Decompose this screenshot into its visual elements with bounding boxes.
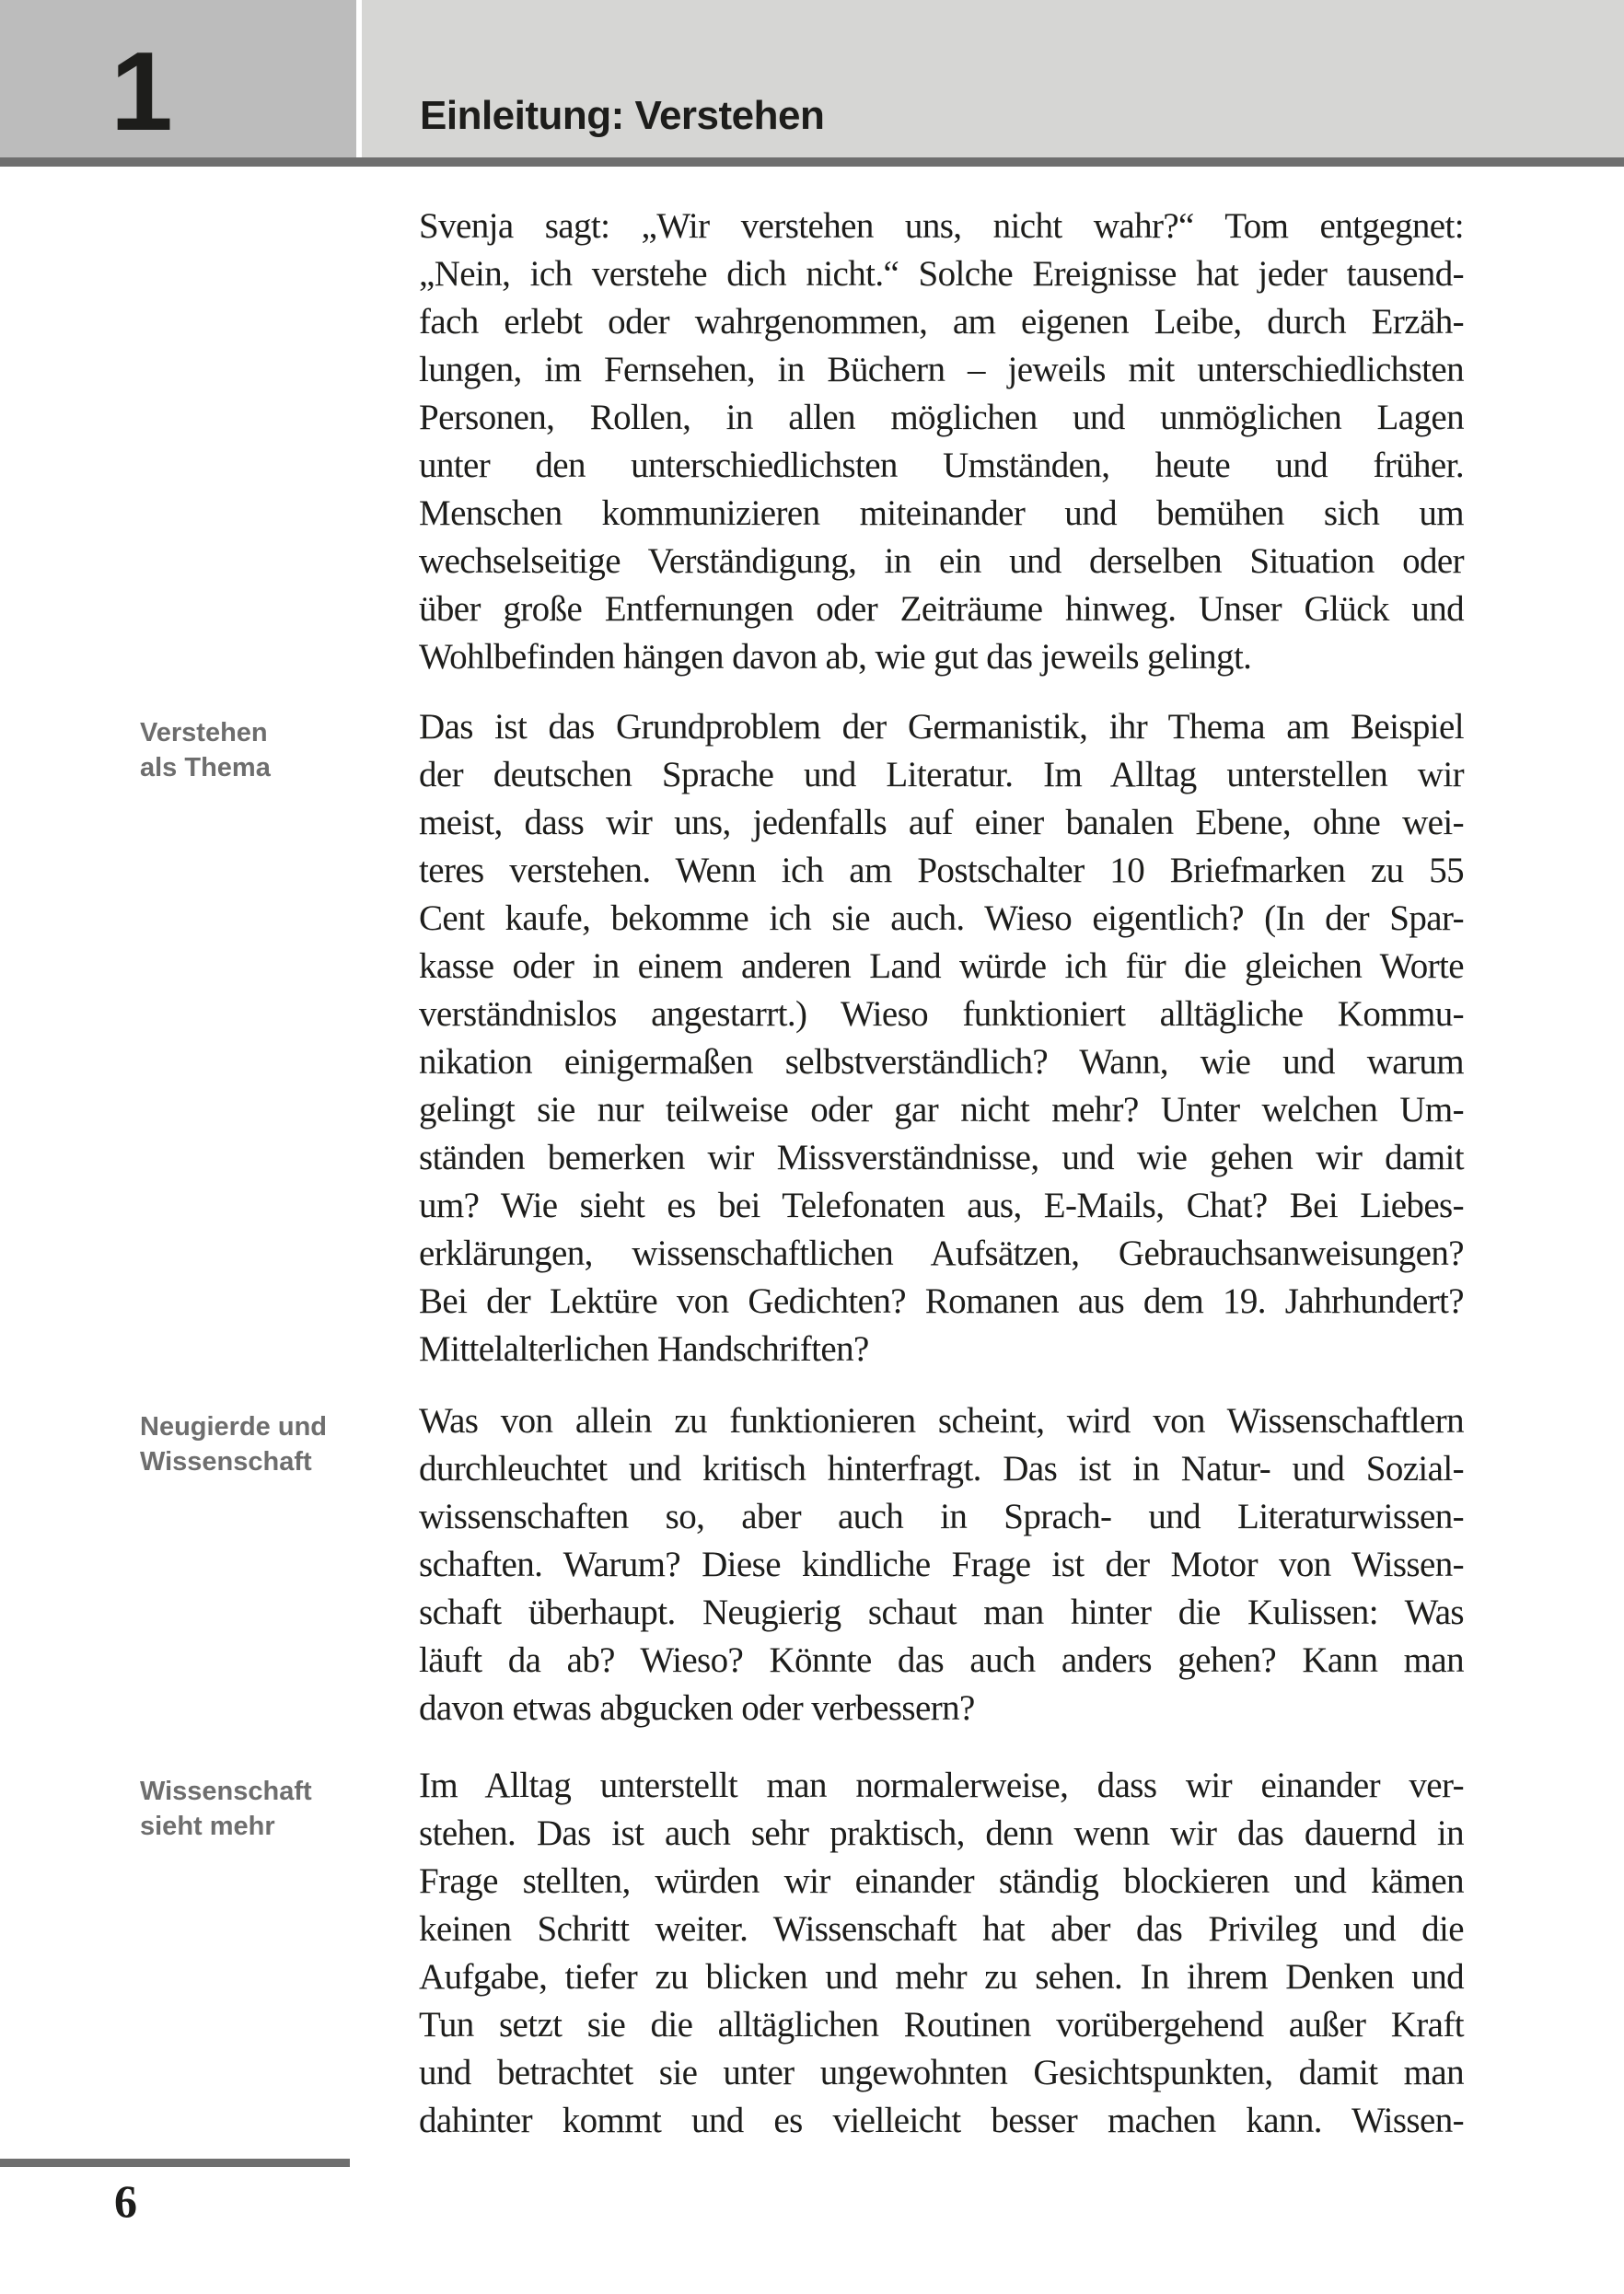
margin-note-line: sieht mehr: [140, 1812, 275, 1841]
body-line: über große Entfernungen oder Zeiträume hinweg. Unser Glück und: [419, 589, 1464, 629]
body-line: schaft überhaupt. Neugierig schaut man hinter die Kulissen: Was: [419, 1593, 1464, 1632]
body-paragraph: [419, 1762, 1464, 2145]
body-line: teres verstehen. Wenn ich am Postschalter 10 Briefmarken zu 55: [419, 851, 1464, 890]
footer-rule: [0, 2159, 350, 2167]
body-line: Bei der Lektüre von Gedichten? Romanen aus dem 19. Jahrhundert?: [419, 1281, 1464, 1321]
page-number: 6: [114, 2175, 137, 2227]
body-line: nikation einigermaßen selbstverständlich? Wann, wie und warum: [419, 1042, 1464, 1082]
body-line: meist, dass wir uns, jedenfalls auf einer banalen Ebene, ohne wei-: [419, 803, 1464, 842]
body-line: Was von allein zu funktionieren scheint, wird von Wissenschaftlern: [419, 1401, 1464, 1441]
body-paragraph: [419, 203, 1464, 681]
body-line: um? Wie sieht es bei Telefonaten aus, E-Mails, Chat? Bei Liebes-: [419, 1186, 1464, 1225]
body-line: schaften. Warum? Diese kindliche Frage ist der Motor von Wissen-: [419, 1545, 1464, 1584]
body-line: wechselseitige Verständigung, in ein und derselben Situation oder: [419, 541, 1464, 581]
body-line: unter den unterschiedlichsten Umständen, heute und früher.: [419, 446, 1464, 485]
margin-note-line: Verstehen: [140, 718, 268, 747]
body-line: durchleuchtet und kritisch hinterfragt. Das ist in Natur- und Sozial-: [419, 1449, 1464, 1489]
margin-note: [140, 1774, 398, 1844]
margin-note: [140, 715, 398, 785]
body-line: „Nein, ich verstehe dich nicht.“ Solche Ereignisse hat jeder tausend-: [419, 254, 1464, 294]
body-line: Das ist das Grundproblem der Germanistik, ihr Thema am Beispiel: [419, 707, 1464, 747]
body-line: und betrachtet sie unter ungewohnten Gesichtspunkten, damit man: [419, 2053, 1464, 2092]
margin-note-line: Wissenschaft: [140, 1777, 312, 1806]
body-line: keinen Schritt weiter. Wissenschaft hat aber das Privileg und die: [419, 1909, 1464, 1949]
body-paragraph: [419, 1397, 1464, 1732]
body-line: Personen, Rollen, in allen möglichen und unmöglichen Lagen: [419, 398, 1464, 437]
margin-note: [140, 1409, 398, 1479]
body-line: Tun setzt sie die alltäglichen Routinen vorübergehend außer Kraft: [419, 2005, 1464, 2045]
margin-note-line: als Thema: [140, 753, 271, 782]
body-line: Mittelalterlichen Handschriften?: [419, 1329, 869, 1369]
body-line: Im Alltag unterstellt man normalerweise, dass wir einander ver-: [419, 1766, 1464, 1805]
body-line: Svenja sagt: „Wir verstehen uns, nicht wahr?“ Tom entgegnet:: [419, 206, 1464, 246]
margin-note-line: Wissenschaft: [140, 1447, 312, 1477]
body-line: stehen. Das ist auch sehr praktisch, denn wenn wir das dauernd in: [419, 1813, 1464, 1853]
chapter-title: Einleitung: Verstehen: [420, 93, 825, 138]
body-line: ständen bemerken wir Missverständnisse, und wie gehen wir damit: [419, 1138, 1464, 1177]
body-line: kasse oder in einem anderen Land würde ich für die gleichen Worte: [419, 946, 1464, 986]
body-line: Cent kaufe, bekomme ich sie auch. Wieso eigentlich? (In der Spar-: [419, 898, 1464, 938]
body-line: der deutschen Sprache und Literatur. Im Alltag unterstellen wir: [419, 755, 1464, 794]
body-line: läuft da ab? Wieso? Könnte das auch anders gehen? Kann man: [419, 1640, 1464, 1680]
body-line: davon etwas abgucken oder verbessern?: [419, 1688, 975, 1728]
chapter-number: 1: [110, 29, 173, 154]
body-line: dahinter kommt und es vielleicht besser machen kann. Wissen-: [419, 2101, 1464, 2140]
body-line: fach erlebt oder wahrgenommen, am eigenen Leibe, durch Erzäh-: [419, 302, 1464, 342]
body-line: erklärungen, wissenschaftlichen Aufsätzen, Gebrauchsanweisungen?: [419, 1234, 1464, 1273]
body-line: Wohlbefinden hängen davon ab, wie gut das jeweils gelingt.: [419, 637, 1252, 677]
body-line: Frage stellten, würden wir einander ständig blockieren und kämen: [419, 1861, 1464, 1901]
margin-note-line: Neugierde und: [140, 1412, 328, 1442]
body-line: gelingt sie nur teilweise oder gar nicht mehr? Unter welchen Um-: [419, 1090, 1464, 1130]
body-paragraph: [419, 703, 1464, 1373]
body-line: verständnislos angestarrt.) Wieso funktioniert alltägliche Kommu-: [419, 994, 1464, 1034]
body-line: Menschen kommunizieren miteinander und bemühen sich um: [419, 493, 1464, 533]
body-line: Aufgabe, tiefer zu blicken und mehr zu sehen. In ihrem Denken und: [419, 1957, 1464, 1997]
body-line: wissenschaften so, aber auch in Sprach- und Literaturwissen-: [419, 1497, 1464, 1536]
body-line: lungen, im Fernsehen, in Büchern – jeweils mit unterschiedlichsten: [419, 350, 1464, 389]
